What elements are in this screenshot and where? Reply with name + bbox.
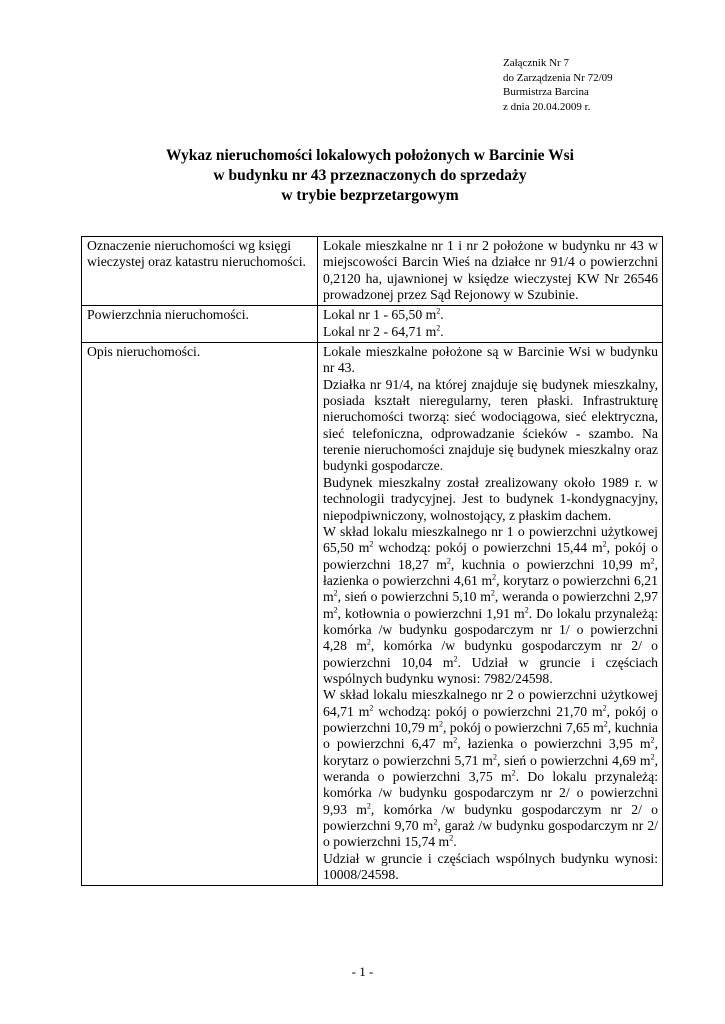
text-segment: , pokój o powierzchni 7,65 m <box>442 719 604 735</box>
row-label <box>82 343 318 886</box>
area-lokal-2: Lokal nr 2 - 64,71 $m^2$. <box>323 323 444 339</box>
title-line-1: Wykaz nieruchomości lokalowych położonych w Barcinie Wsi <box>166 147 574 164</box>
text-segment: , komórka /w budynku gospodarczym nr 2/ o powierzchni 10,04 m <box>323 638 658 670</box>
row-value <box>318 343 663 886</box>
text-segment: wchodzą: pokój o powierzchni 15,44 m <box>373 540 603 556</box>
superscript-2: 2 <box>602 703 607 713</box>
text-segment: , korytarz o powierzchni 5,71 m <box>323 736 658 768</box>
description-paragraph-share: Udział w gruncie i częściach wspólnych budynku wynosi: 10008/24598. <box>323 850 658 883</box>
superscript-2: 2 <box>366 637 371 647</box>
superscript-2: 2 <box>602 539 607 549</box>
text-segment: . Do lokalu przynależą: komórka /w budynku gospodarczym nr 2/ o powierzchni 9,93 m <box>323 769 658 817</box>
label-description: Opis nieruchomości. <box>87 344 201 360</box>
text-segment: , kuchnia o powierzchni 6,47 m <box>323 719 658 752</box>
superscript-2: 2 <box>333 588 338 598</box>
annex-line-3: Burmistrza Barcina <box>503 86 589 98</box>
text-segment: W skład lokalu mieszkalnego nr 2 o powierzchni użytkowej 64,71 m <box>323 687 658 719</box>
annex-reference <box>503 56 613 114</box>
table-row <box>82 237 663 306</box>
text-segment: , pokój o powierzchni 18,27 m <box>323 540 658 572</box>
superscript-2: 2 <box>650 752 655 762</box>
property-table <box>81 236 663 886</box>
superscript-2: 2 <box>366 801 371 811</box>
superscript-2: 2 <box>369 703 374 713</box>
title-line-2: w budynku nr 43 przeznaczonych do sprzedaży <box>213 167 527 184</box>
text-segment: , pokój o powierzchni 10,79 m <box>323 703 658 735</box>
text-segment: , sień o powierzchni 5,10 m <box>337 589 491 605</box>
text-segment: , korytarz o powierzchni 6,21 m <box>323 572 658 605</box>
text-segment: . Udział w gruncie i częściach wspólnych budynku wynosi: 7982/24598. <box>323 654 659 686</box>
superscript-2: 2 <box>453 654 458 664</box>
row-label <box>82 306 318 343</box>
text-segment: , kotłownia o powierzchni 1,91 m <box>337 605 525 621</box>
description-paragraph-1: Lokale mieszkalne położone są w Barcinie Wsi w budynku nr 43. <box>323 344 658 376</box>
label-area: Powierzchnia nieruchomości. <box>87 307 249 323</box>
description-paragraph-lokal-2 <box>323 687 658 850</box>
table-row <box>82 343 663 886</box>
text-segment: , komórka /w budynku gospodarczym nr 2/ o powierzchni 9,70 m <box>323 801 658 834</box>
annex-line-4: z dnia 20.04.2009 r. <box>503 100 591 113</box>
description-paragraph-2: Działka nr 91/4, na której znajduje się budynek mieszkalny, posiada kształt nieregularny, teren płaski. Infrastrukturę nieruchomości tworzą: sieć wodociągowa, sieć elektryczna, sieć telefoniczna, odprowadzanie ścieków - szambo. Na terenie nieruchomości znajduje się budynek mieszkalny oraz budynki gospodarcze. <box>323 376 658 474</box>
text-segment: , kuchnia o powierzchni 10,99 m <box>450 556 651 572</box>
description-paragraph-lokal-1 <box>323 524 658 687</box>
text-segment: , łazienka o powierzchni 4,61 m <box>323 556 659 588</box>
superscript-2: 2 <box>511 768 516 778</box>
page-number: - 1 - <box>351 964 374 979</box>
row-label <box>82 237 318 306</box>
superscript-2: 2 <box>449 833 454 843</box>
description-paragraph-3: Budynek mieszkalny został zrealizowany około 1989 r. w technologii tradycyjnej. Jest to budynek 1-kondygnacyjny, niepodpiwniczony, wolnostojący, z płaskim dachem. <box>323 474 658 523</box>
superscript-2: 2 <box>446 555 451 565</box>
superscript-2: 2 <box>333 605 338 614</box>
value-designation: Lokale mieszkalne nr 1 i nr 2 położone w budynku nr 43 w miejscowości Barcin Wieś na działce nr 91/4 o powierzchni 0,2120 ha, ujawnionej w księdze wieczystej KW Nr 26546 prowadzonej przez Sąd Rejonowy w Szubinie. <box>323 238 658 303</box>
text-segment: , garaż /w budynku gospodarczym nr 2/ o powierzchni 15,74 m <box>323 818 658 850</box>
text-segment: , łazienka o powierzchni 3,95 m <box>457 736 651 752</box>
row-value <box>318 237 663 306</box>
superscript-2: 2 <box>490 588 495 598</box>
text-segment: . Do lokalu przynależą: komórka /w budynku gospodarczym nr 1/ o powierzchni 4,28 m <box>323 605 659 654</box>
area-lokal-1: Lokal nr 1 - 65,50 $m^2$. <box>323 306 444 323</box>
text-segment: wchodzą: pokój o powierzchni 21,70 m <box>373 703 603 719</box>
annex-line-2: do Zarządzenia Nr 72/09 <box>503 71 613 84</box>
text-segment: . <box>453 834 457 850</box>
superscript-2: 2 <box>369 539 374 549</box>
superscript-2: 2 <box>603 719 608 729</box>
annex-line-1: Załącznik Nr 7 <box>503 57 569 69</box>
document-title <box>80 146 660 206</box>
superscript-2: 2 <box>650 555 655 565</box>
text-segment: , weranda o powierzchni 3,75 m <box>323 752 658 784</box>
text-segment: , weranda o powierzchni 2,97 m <box>323 589 658 621</box>
superscript-2: 2 <box>438 719 443 729</box>
superscript-2: 2 <box>492 752 497 762</box>
text-segment: , sień o powierzchni 4,69 m <box>496 752 651 768</box>
label-designation: Oznaczenie nieruchomości wg księgi wieczystej oraz katastru nieruchomości. <box>87 238 306 270</box>
title-line-3: w trybie bezprzetargowym <box>281 187 459 204</box>
superscript-2: 2 <box>433 817 438 827</box>
superscript-2: 2 <box>453 735 458 745</box>
superscript-2: 2 <box>492 572 497 582</box>
text-segment: W skład lokalu mieszkalnego nr 1 o powierzchni użytkowej 65,50 m <box>323 523 658 556</box>
row-value <box>318 306 663 343</box>
superscript-2: 2 <box>524 605 529 614</box>
table-row <box>82 306 663 343</box>
superscript-2: 2 <box>650 735 655 745</box>
